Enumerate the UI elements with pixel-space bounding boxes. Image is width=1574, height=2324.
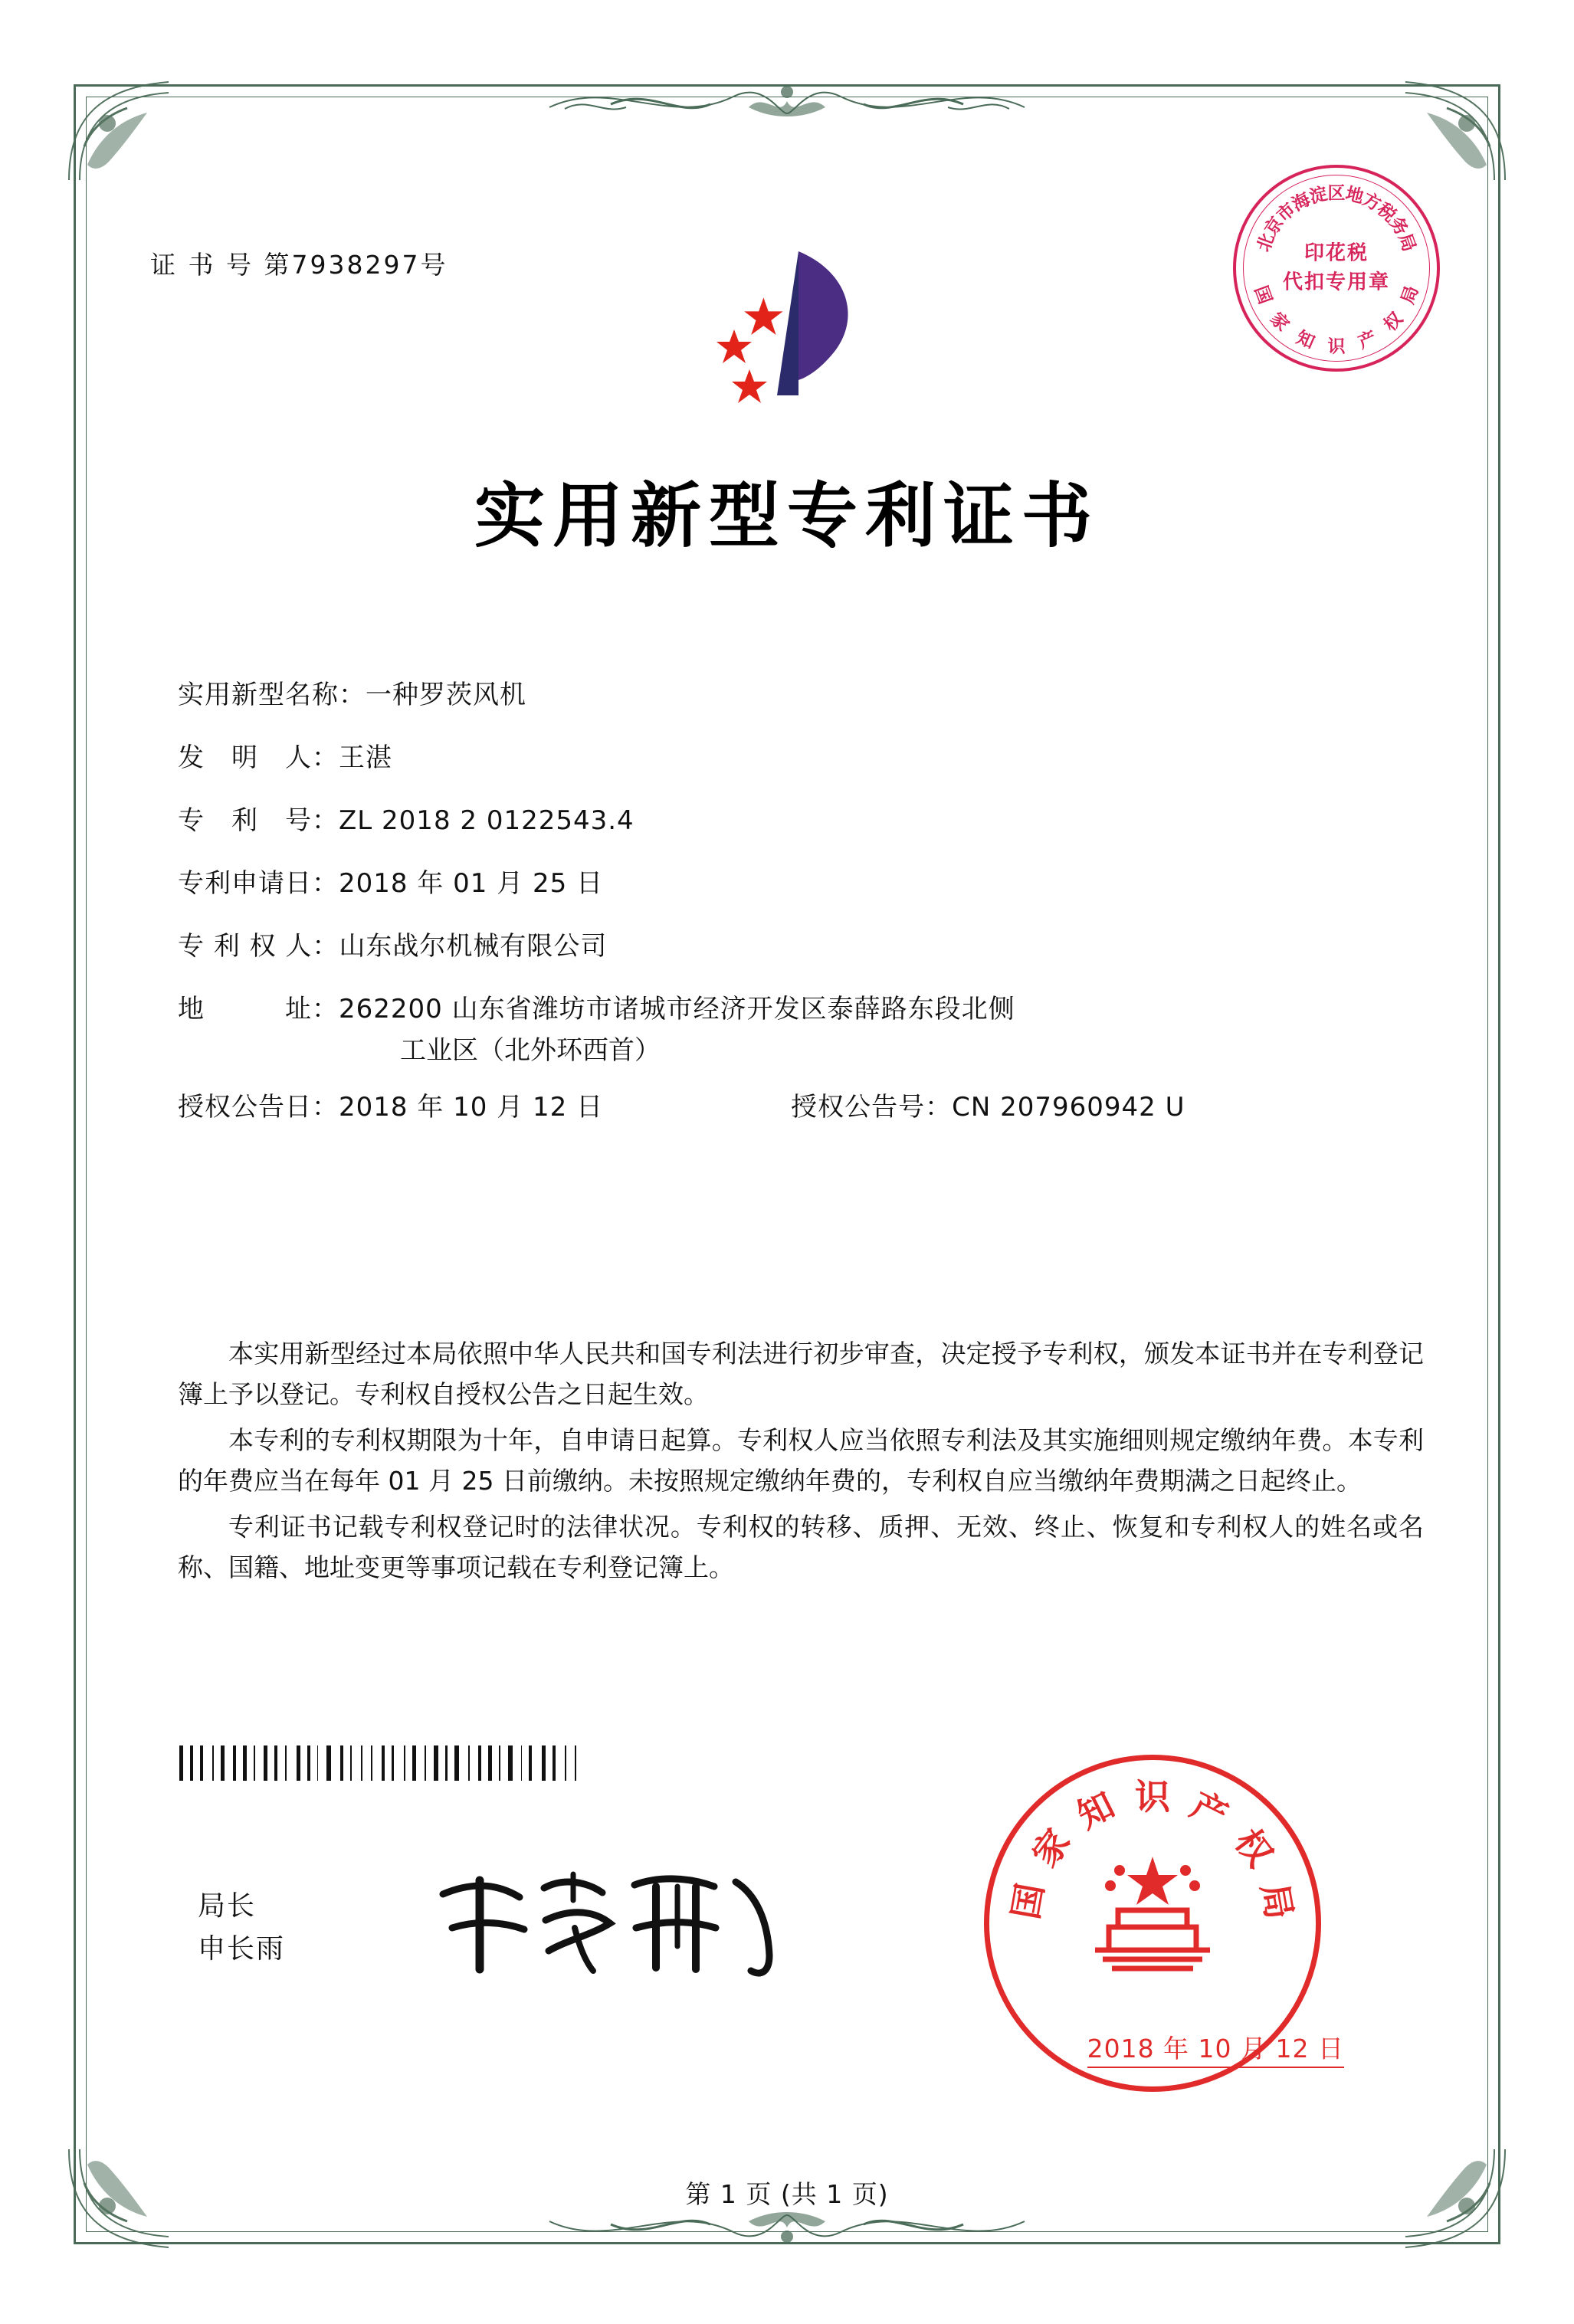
- tax-stamp-line2: 代扣专用章: [1282, 270, 1390, 293]
- handwritten-signature-icon: [429, 1854, 797, 1992]
- national-seal: 国 家 知 识 产 权 局: [984, 1755, 1321, 2092]
- cnipa-logo-icon: [684, 245, 890, 437]
- field-value: 一种罗茨风机: [366, 680, 526, 710]
- grant-date-label: 授权公告日：: [178, 1092, 339, 1123]
- field-row-grant: [178, 1092, 1436, 1123]
- director-title: 局长: [198, 1890, 257, 1922]
- field-label: 实用新型名称：: [178, 680, 366, 710]
- field-label: 专 利 权 人：: [178, 931, 339, 962]
- field-value: 2018 年 01 月 25 日: [339, 868, 604, 899]
- field-label: 专利申请日：: [178, 868, 339, 899]
- field-value: ZL 2018 2 0122543.4: [339, 805, 635, 836]
- certificate-number: 证 书 号 第7938297号: [150, 250, 448, 280]
- field-row-patent-number: [178, 805, 1436, 836]
- legal-text: [178, 1333, 1424, 1593]
- national-emblem-icon: [1064, 1835, 1241, 2011]
- field-value: 王湛: [339, 742, 392, 773]
- field-row-address: [178, 996, 1436, 1022]
- field-row-inventor: [178, 742, 1436, 773]
- field-row-patentee: [178, 931, 1436, 962]
- grant-date-value: 2018 年 10 月 12 日: [339, 1092, 604, 1123]
- field-list: [178, 682, 1436, 1157]
- field-value: 262200 山东省潍坊市诸城市经济开发区泰薛路东段北侧: [339, 994, 1015, 1024]
- corner-ornament-top-right: [1398, 73, 1513, 188]
- page-title: 实用新型专利证书: [474, 475, 1100, 557]
- field-value: 山东战尔机械有限公司: [339, 931, 608, 962]
- grant-number-value: CN 207960942 U: [952, 1092, 1185, 1123]
- field-label: 地 址：: [178, 994, 339, 1024]
- field-row-application-date: [178, 868, 1436, 899]
- signature-block: [198, 1885, 285, 1971]
- tax-stamp-line1: 印花税: [1303, 241, 1369, 265]
- page-footer: 第 1 页 (共 1 页): [685, 2179, 889, 2209]
- grant-number-label: 授权公告号：: [791, 1092, 953, 1123]
- barcode: [179, 1745, 585, 1781]
- tax-stamp: 北 京 市 海 淀 区 地 方 税 务 局 国 家 知 识 产 权 局 印花税 代扣专用章: [1233, 165, 1440, 372]
- paragraph-2: 本专利的专利权期限为十年，自申请日起算。专利权人应当依照专利法及其实施细则规定缴纳年费。本专利的年费应当在每年 01 月 25 日前缴纳。未按照规定缴纳年费的，专利权自应当缴纳年费期满之日起终止。: [178, 1424, 1424, 1496]
- field-label: 专 利 号：: [178, 805, 339, 836]
- field-row-name: [178, 682, 1436, 708]
- seal-date: 2018 年 10 月 12 日: [1087, 2029, 1344, 2068]
- paragraph-3: 专利证书记载专利权登记时的法律状况。专利权的转移、质押、无效、终止、恢复和专利权人的姓名或名称、国籍、地址变更等事项记载在专利登记簿上。: [178, 1511, 1424, 1583]
- director-name: 申长雨: [198, 1932, 286, 1965]
- corner-ornament-top-left: [61, 73, 176, 188]
- address-continuation: 工业区（北外环西首）: [400, 1035, 661, 1066]
- grant-number-group: [791, 1092, 1185, 1123]
- top-ornament: [519, 74, 1055, 135]
- tax-stamp-center-text: [1236, 239, 1437, 297]
- field-label: 发 明 人：: [178, 742, 339, 773]
- paragraph-1: 本实用新型经过本局依照中华人民共和国专利法进行初步审查，决定授予专利权，颁发本证书并在专利登记簿上予以登记。专利权自授权公告之日起生效。: [178, 1339, 1424, 1410]
